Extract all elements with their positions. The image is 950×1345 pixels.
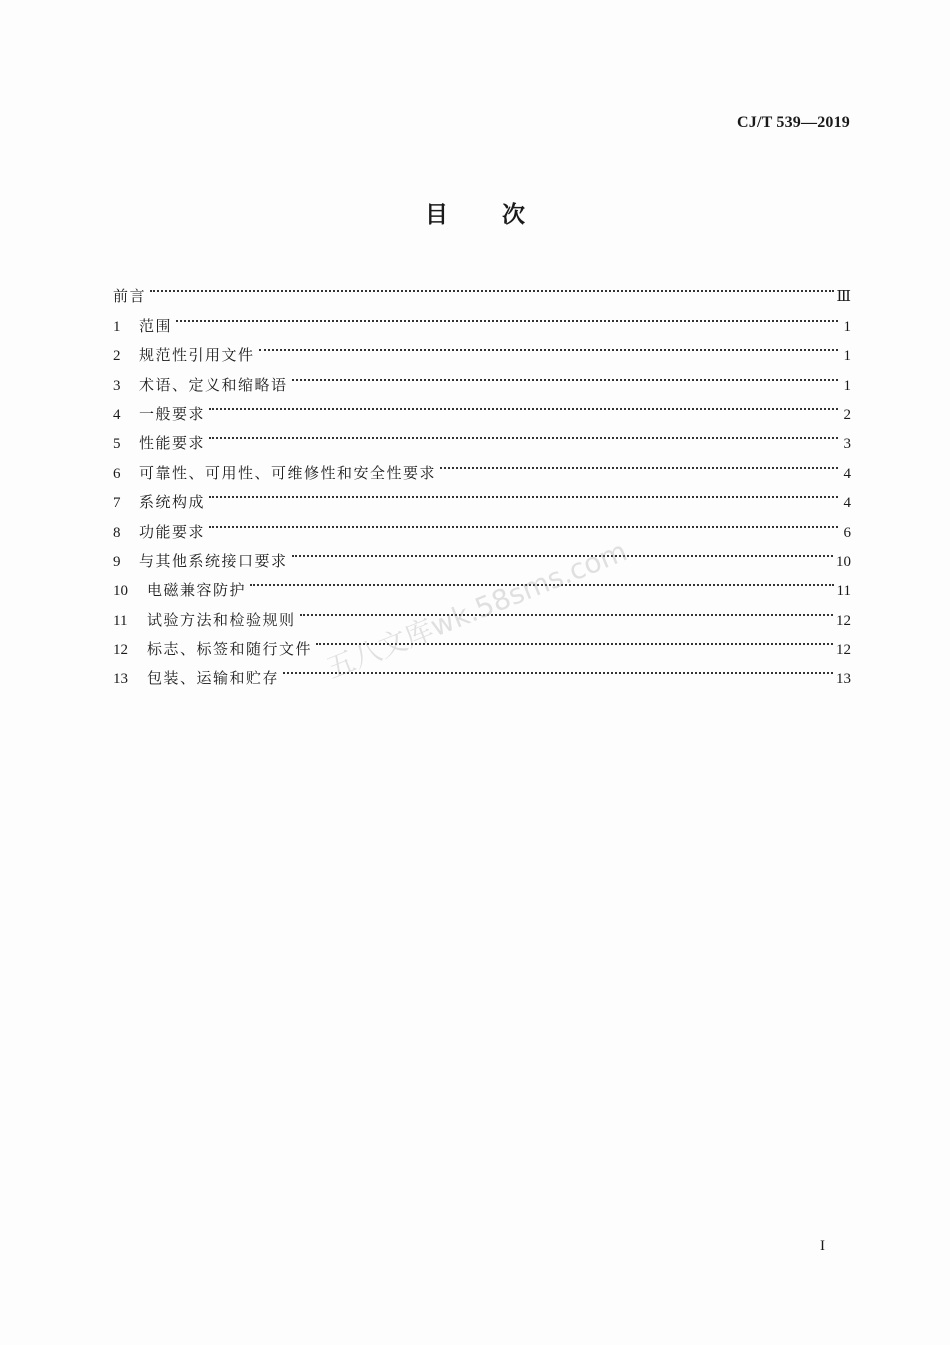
standard-code: CJ/T 539—2019 (737, 114, 850, 131)
toc-entry-number: 8 (113, 524, 121, 541)
toc-entry-page: 4 (843, 465, 851, 482)
toc-entry-page: 1 (843, 348, 851, 365)
toc-entry-number: 2 (113, 348, 121, 365)
toc-entry-label: 规范性引用文件 (139, 346, 255, 365)
toc-entry-label: 性能要求 (139, 434, 206, 453)
toc-entry[interactable] (113, 272, 851, 306)
toc-entry-page: 12 (836, 642, 851, 659)
toc-leader-dots (250, 566, 834, 595)
toc-entry[interactable] (113, 507, 851, 541)
toc-entry-number: 13 (113, 671, 128, 688)
toc-leader-dots (440, 448, 838, 477)
toc-entry[interactable] (113, 537, 851, 570)
toc-entry-label: 术语、定义和缩略语 (139, 375, 288, 394)
toc-entry-label: 可靠性、可用性、可维修性和安全性要求 (139, 463, 437, 482)
toc-entry-label: 系统构成 (139, 493, 206, 512)
toc-entry-number: 6 (113, 465, 121, 482)
toc-title: 目次 (425, 202, 579, 228)
toc-entry-page: 2 (843, 406, 851, 423)
toc-entry[interactable] (113, 331, 851, 365)
toc-leader-dots (292, 360, 838, 389)
toc-leader-dots (209, 478, 838, 507)
toc-entry-label: 一般要求 (139, 404, 206, 423)
table-of-contents (113, 272, 851, 688)
toc-entry-number: 11 (113, 612, 128, 629)
toc-entry-label: 范围 (139, 316, 173, 335)
toc-entry-label: 试验方法和检验规则 (147, 610, 296, 629)
toc-leader-dots (209, 419, 838, 448)
toc-leader-dots (292, 537, 833, 566)
toc-entry-page: Ⅲ (836, 289, 851, 306)
page-number: I (820, 1238, 825, 1254)
toc-entry-label: 电磁兼容防护 (147, 581, 247, 600)
toc-entry[interactable] (113, 390, 851, 423)
toc-entry-label: 包装、运输和贮存 (147, 669, 280, 688)
toc-entry-page: 3 (843, 436, 851, 453)
toc-entry-page: 6 (843, 524, 851, 541)
toc-entry-number: 4 (113, 406, 121, 423)
toc-entry-number: 9 (113, 553, 121, 570)
toc-entry-label: 前言 (113, 287, 147, 306)
toc-entry-page: 12 (836, 612, 851, 629)
toc-entry-page: 1 (843, 318, 851, 335)
toc-leader-dots (316, 625, 833, 654)
toc-entry[interactable] (113, 301, 851, 335)
toc-entry[interactable] (113, 448, 851, 482)
toc-entry-number: 3 (113, 377, 121, 394)
toc-leader-dots (209, 390, 838, 419)
toc-leader-dots (283, 654, 833, 683)
toc-leader-dots (150, 272, 834, 301)
toc-entry-number: 10 (113, 583, 128, 600)
toc-entry-number: 7 (113, 495, 121, 512)
toc-entry-label: 功能要求 (139, 522, 206, 541)
toc-entry[interactable] (113, 419, 851, 453)
toc-entry-page: 1 (843, 377, 851, 394)
toc-entry-page: 13 (836, 671, 851, 688)
watermark: 五八文库wk.58sms.com (321, 534, 632, 686)
toc-leader-dots (209, 507, 838, 536)
toc-entry-number: 12 (113, 642, 128, 659)
toc-entry[interactable] (113, 478, 851, 512)
toc-entry-number: 1 (113, 318, 121, 335)
toc-entry-label: 标志、标签和随行文件 (147, 640, 313, 659)
toc-entry-page: 11 (836, 583, 851, 600)
toc-entry-number: 5 (113, 436, 121, 453)
toc-entry-label: 与其他系统接口要求 (139, 551, 288, 570)
toc-leader-dots (176, 301, 838, 330)
toc-leader-dots (259, 331, 838, 360)
toc-leader-dots (300, 595, 833, 624)
toc-entry-page: 4 (843, 495, 851, 512)
toc-entry-page: 10 (836, 553, 851, 570)
